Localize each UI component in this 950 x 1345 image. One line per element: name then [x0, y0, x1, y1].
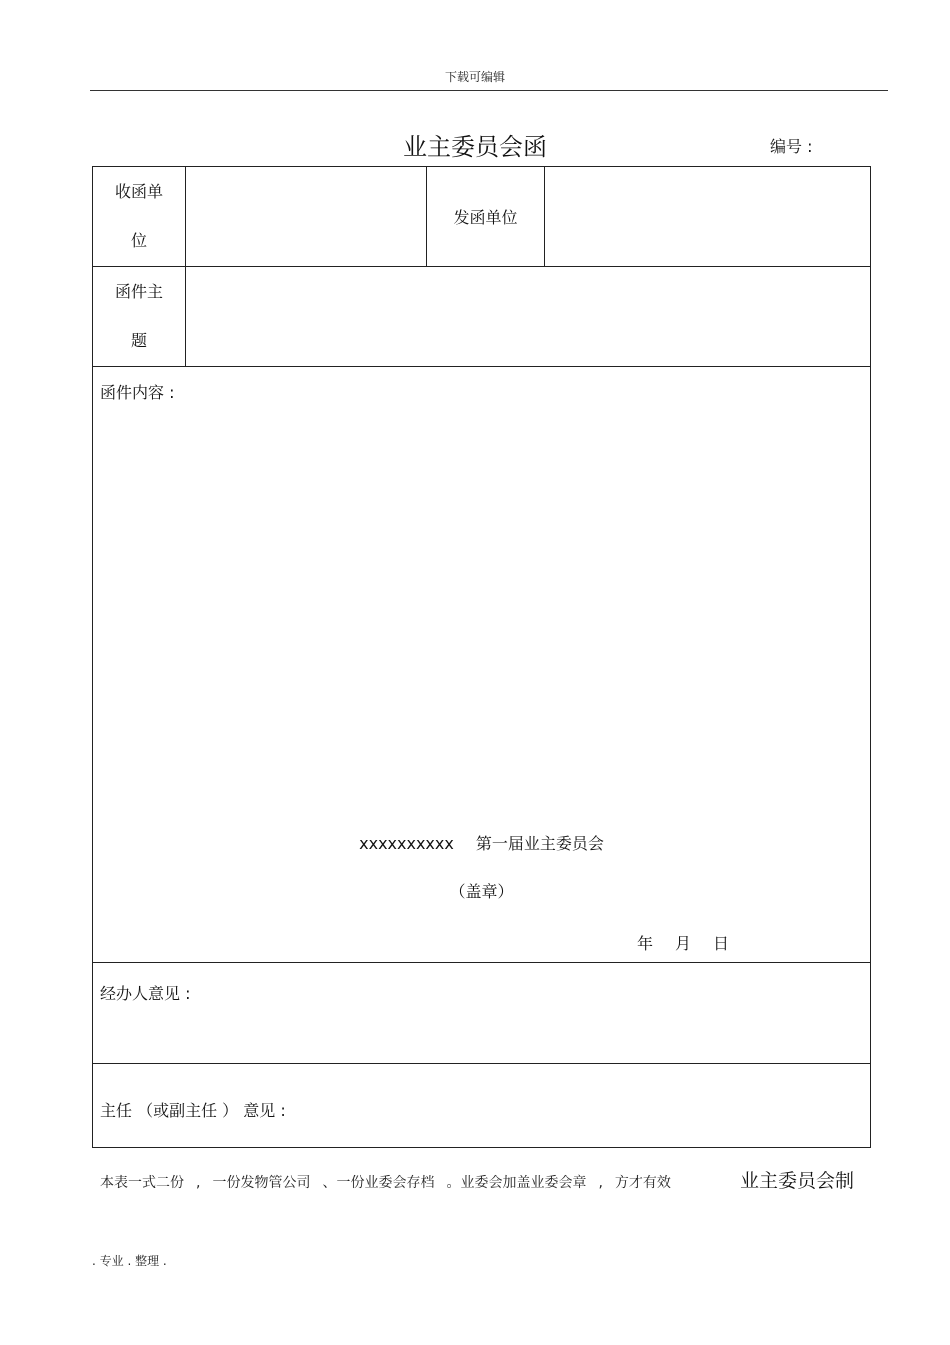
sender-field[interactable]	[545, 167, 871, 267]
footer-note: 本表一式二份 , 一份发物管公司 、一份业委会存档 。业委会加盖业委会章 , 方才有效	[100, 1175, 671, 1191]
serial-number-label: 编号 :	[770, 137, 813, 156]
content-field[interactable]	[93, 367, 871, 963]
issuer-line	[93, 831, 870, 854]
subject-label-line2: 题	[130, 331, 147, 350]
date-month: 月	[675, 934, 692, 953]
recipient-label-line1: 收函单	[114, 182, 163, 201]
header-divider	[90, 90, 888, 91]
recipient-field[interactable]	[186, 167, 427, 267]
document-title: 业主委员会函	[403, 133, 547, 161]
issuer-prefix: xxxxxxxxxx	[359, 834, 454, 853]
content-label: 函件内容 :	[100, 383, 175, 402]
subject-label	[93, 267, 186, 367]
date-day: 日	[713, 934, 730, 953]
handler-opinion-label: 经办人意见 :	[100, 984, 191, 1003]
seal-text: （盖章）	[449, 882, 514, 901]
issuer-name: 第一届业主委员会	[475, 834, 604, 853]
handler-opinion-field[interactable]	[93, 963, 871, 1064]
recipient-label	[93, 167, 186, 267]
subject-label-line1: 函件主	[114, 282, 163, 301]
sender-label: 发函单位	[427, 167, 545, 267]
content-row	[93, 367, 871, 963]
handler-opinion-row	[93, 963, 871, 1064]
date-year: 年	[637, 934, 654, 953]
bottom-note: . 专业 . 整理 .	[92, 1254, 167, 1268]
director-opinion-row	[93, 1064, 871, 1148]
recipient-label-line2: 位	[130, 231, 147, 250]
subject-row	[93, 267, 871, 367]
director-opinion-label: 主任 （或副主任 ） 意见 :	[100, 1101, 286, 1120]
header-note: 下载可编辑	[444, 70, 505, 84]
subject-field[interactable]	[186, 267, 871, 367]
director-opinion-field[interactable]	[93, 1064, 871, 1148]
letter-form-table	[92, 166, 871, 1148]
date-line	[637, 931, 751, 954]
recipient-sender-row	[93, 167, 871, 267]
footer-maker: 业主委员会制	[740, 1170, 855, 1192]
